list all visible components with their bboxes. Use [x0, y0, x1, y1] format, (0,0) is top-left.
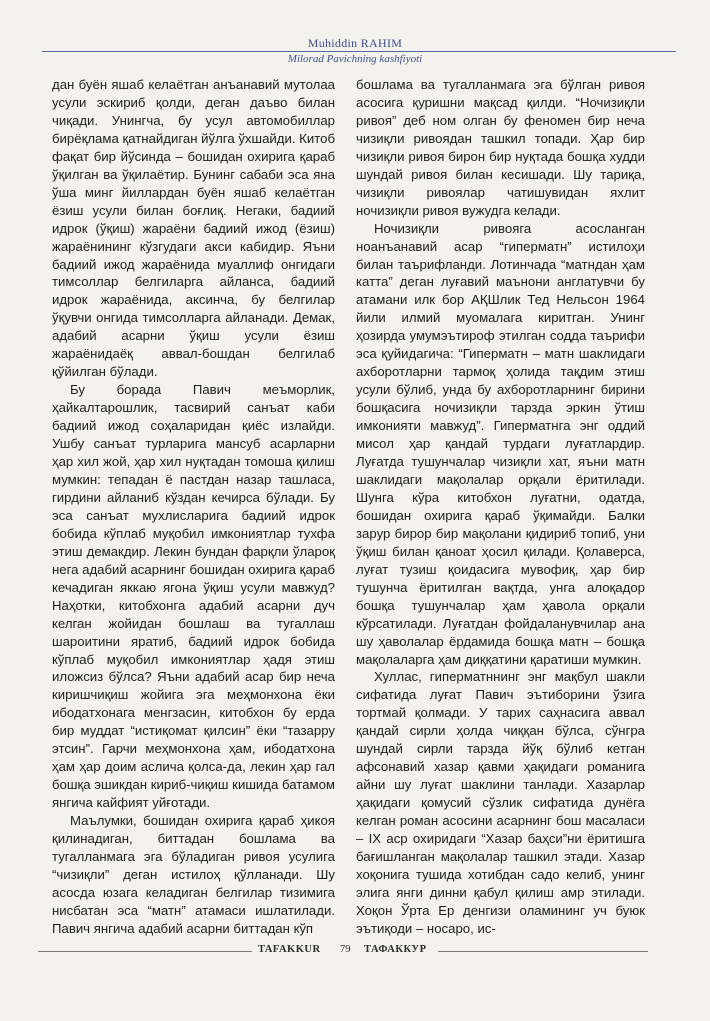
header-subtitle: Milorad Pavichning kashfiyoti [287, 53, 423, 65]
header-rule [42, 51, 676, 52]
header-author: Muhiddin RAHIM [307, 36, 403, 50]
paragraph: Маълумки, бошидан охирига қараб ҳикоя қилинадиган, биттадан бошлама ва тугалланмага эга бўладиган ривоя усулига “чизиқли” деган истилоҳ қўлланади. Шу асосда юзага келадиган белгилар тизимига нисбатан эса “матн” атамаси ишлатилади. Павич янгича адабий асарни биттадан кўп [52, 813, 335, 936]
paragraph: Бу борада Павич меъморлик, ҳайкалтарошлик, тасвирий санъат каби бадиий ижод соҳаларидан қиёс излайди. Ушбу санъат турларига мансуб асарларни ҳар хил жой, ҳар хил нуқтадан томоша қилиш мумкин: тепадан ё пастдан назар ташласа, гирдини айланиб кўздан кечирса бўлади. Бу эса санъат мухлисларига бадиий идрок бобида кўплаб муқобил имкониятлар тухфа этиш демакдир. Лекин бундан фарқли ўлароқ нега адабий асарнинг бошидан охирига қараб кечадиган яккаю ягона ўқиш усули мавжуд? Наҳотки, китобхонга адабий асарни дуч келган жойидан бошлаш ва тугаллаш шароитини яратиб, бадиий идрок бобида кўплаб муқобил имкониятлар ҳадя этиш иложсиз бўлса? Яъни адабий асар бир неча киришчиқиш жойига эга меҳмонхона ёки ибодатхонага менгзасин, китобхон бу ерда бир муддат “истиқомат қилсин” ёки “тазарру этсин”. Гарчи меҳмонхона ҳам, ибодатхона ҳам ҳар доим аслича қолса-да, лекин ҳар гал бошқа эшикдан кириб-чиқиш кишида батамом янгича кайфият уйғотади. [52, 382, 335, 811]
right-text-column [356, 76, 645, 938]
paragraph: Хуллас, гиперматннинг энг мақбул шакли сифатида луғат Павич эътиборини ўзига тортмай қолмади. У тарих саҳнасига аввал қандай сирли ҳолда чиққан бўлса, сўнгра шундай сирли тарзда йўқ бўлиб кетган афсонавий хазар қавми ҳақидаги романига айни шу луғат шаклини танлади. Хазарлар ҳақидаги қомусий сўзлик сифатида дунёга келган роман асосини асарнинг бош масаласи – IX аср охиридаги “Хазар баҳси”ни ёритишга бағишланган мақолалар ташкил этади. Хазар хоқонига тушида хотибдан садо келиб, унинг элига янги динни қабул қилиш амр этилади. Хоқон Ўрта Ер денгизи оламининг уч буюк эътиқоди – носаро, ис- [356, 669, 645, 936]
page-footer [0, 944, 710, 958]
footer-rule-right [438, 951, 648, 952]
page-header [0, 36, 710, 66]
page-number: 79 [340, 944, 351, 955]
footer-rule-left [38, 951, 252, 952]
footer-journal-cyrillic: ТАФАККУР [364, 944, 427, 955]
left-text-column [52, 76, 335, 938]
paragraph: Ночизиқли ривояга асосланган ноанъанавий асар “гиперматн” истилоҳи билан таърифланди. Лотинчада “матндан ҳам катта” деган луғавий маънони англатувчи бу атамани илк бор АҚШлик Тед Нельсон 1964 йили илмий муомалага киритган. Унинг ҳозирда умумэътироф этилган содда таърифи эса қуйидагича: “Гиперматн – матн шаклидаги ахборотларни тармоқ ҳолида тақдим этиш усули бўлиб, унда бу ахборотларнинг бирини бошқасига ночизиқли тарзда эркин ўтиш имконияти мавжуд”. Гиперматнга энг оддий мисол ҳар қандай турдаги луғатлардир. Луғатда тушунчалар чизиқли хат, яъни матн шаклидаги мақолалар орқали ёритилади. Шунга кўра китобхон луғатни, одатда, бошидан охирига қараб ўқимайди. Балки зарур бирор бир мақолани қидириб топиб, уни ўқиш билан қаноат ҳосил қилади. Қолаверса, луғат тузиш қоидасига мувофиқ, ҳар бир тушунча ёритилган вақтда, унга алоқадор бошқа тушунчалар ҳам ҳавола орқали кўрсатилади. Луғатдан фойдаланувчилар ана шу ҳаволалар ёрдамида бошқа матн – бошқа мақолаларга ҳам диққатини қаратиши мумкин. [356, 220, 645, 667]
footer-journal-latin: TAFAKKUR [258, 944, 321, 955]
paragraph: бошлама ва тугалланмага эга бўлган ривоя асосига қуришни мақсад қилди. “Ночизиқли ривоя” деб ном олган бу феномен бир неча чизиқли ривоядан ташкил топади. Ҳар бир чизиқли ривоя бирон бир нуқтада бошқа худди шундай ривоя билан кесишади. Шу тариқа, чизиқли ривоялар чатишувидан яхлит ночизиқли ривоя вужудга келади. [356, 77, 645, 218]
paragraph: дан буён яшаб келаётган анъанавий мутолаа усули эскириб қолди, деган даъво билан чиқади. Унингча, бу усул автомобиллар бирёқлама қатнайдиган йўлга ўхшайди. Китоб фақат бир йўсинда – бошидан охирига қараб ўқилган ва ўқилаётир. Бунинг сабаби эса яна ўша минг йиллардан буён яшаб келаётган ёзиш усули билан боғлиқ. Негаки, бадиий идрок (ўқиш) жараёни бадиий ижод (ёзиш) жараёнининг кўзгудаги акси кабидир. Яъни бадиий ижод жараёнида муаллиф онгидаги тимсоллар белгиларга айланса, бадиий идрок жараёнида, аксинча, бу белгилар ўқувчи онгида тимсолларга айланади. Демак, адабий асарни ўқиш усули ёзиш жараёнидаёқ аввал-бошдан белгилаб қўйилган бўлади. [52, 77, 336, 380]
